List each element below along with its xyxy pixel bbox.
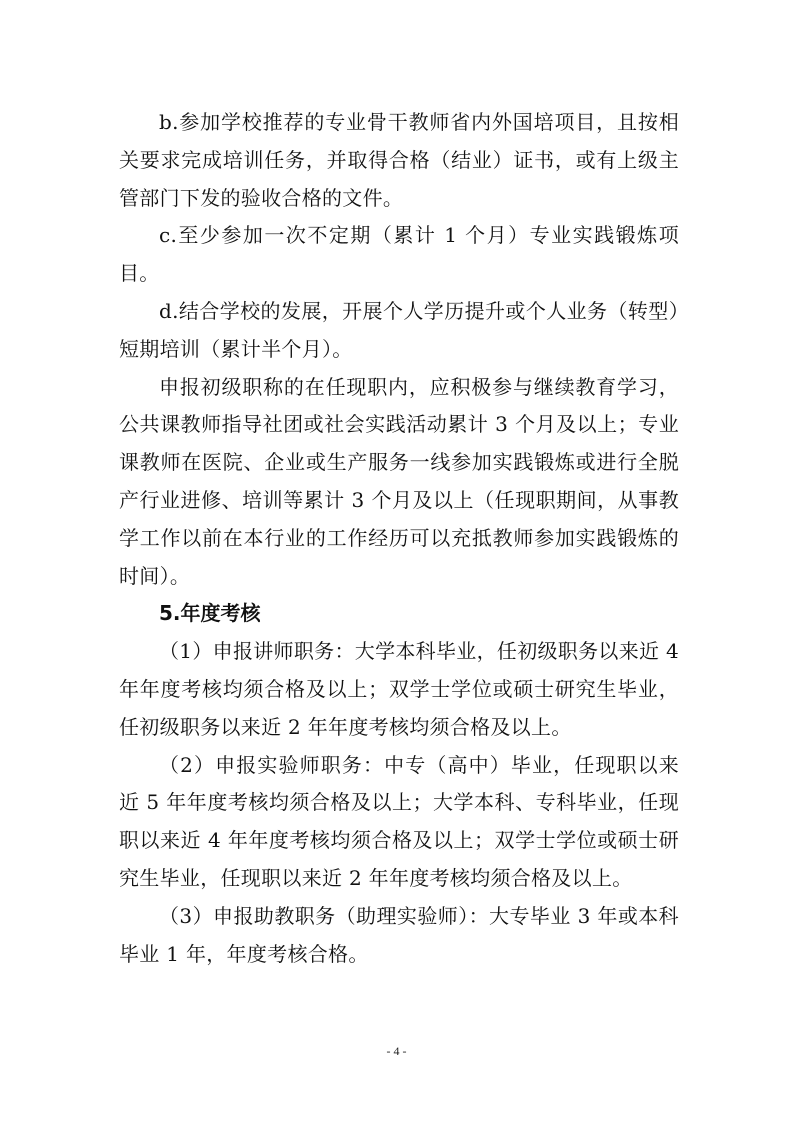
paragraph-initial-title: 申报初级职称的在任现职内，应积极参与继续教育学习，公共课教师指导社团或社会实践活动累计 3 个月及以上；专业课教师在医院、企业或生产服务一线参加实践锻炼或进行全脱产行业进修、培训等累计 3 个月及以上（任现职期间，从事教学工作以前在本行业的工作经历可以充抵教师参加实践锻炼的时间）。 — [119, 374, 679, 588]
paragraph-lecturer: （1）申报讲师职务：大学本科毕业，任初级职务以来近 4 年年度考核均须合格及以上；双学士学位或硕士研究生毕业，任初级职务以来近 2 年年度考核均须合格及以上。 — [119, 639, 679, 739]
paragraph-lab-engineer: （2）申报实验师职务：中专（高中）毕业，任现职以来近 5 年年度考核均须合格及以上；大学本科、专科毕业，任现职以来近 4 年年度考核均须合格及以上；双学士学位或硕士研究生毕业，任现职以来近 2 年年度考核均须合格及以上。 — [119, 752, 679, 890]
paragraph-d: d.结合学校的发展，开展个人学历提升或个人业务（转型）短期培训（累计半个月）。 — [119, 298, 679, 361]
paragraph-b: b.参加学校推荐的专业骨干教师省内外国培项目，且按相关要求完成培训任务，并取得合格（结业）证书，或有上级主管部门下发的验收合格的文件。 — [119, 110, 679, 210]
paragraph-teaching-assistant: （3）申报助教职务（助理实验师）：大专毕业 3 年或本科毕业 1 年，年度考核合格。 — [119, 903, 679, 966]
page-number: - 4 - — [386, 1044, 407, 1058]
section-heading: 5.年度考核 — [159, 601, 261, 626]
paragraph-c: c.至少参加一次不定期（累计 1 个月）专业实践锻炼项目。 — [119, 223, 679, 286]
document-body — [119, 104, 679, 973]
